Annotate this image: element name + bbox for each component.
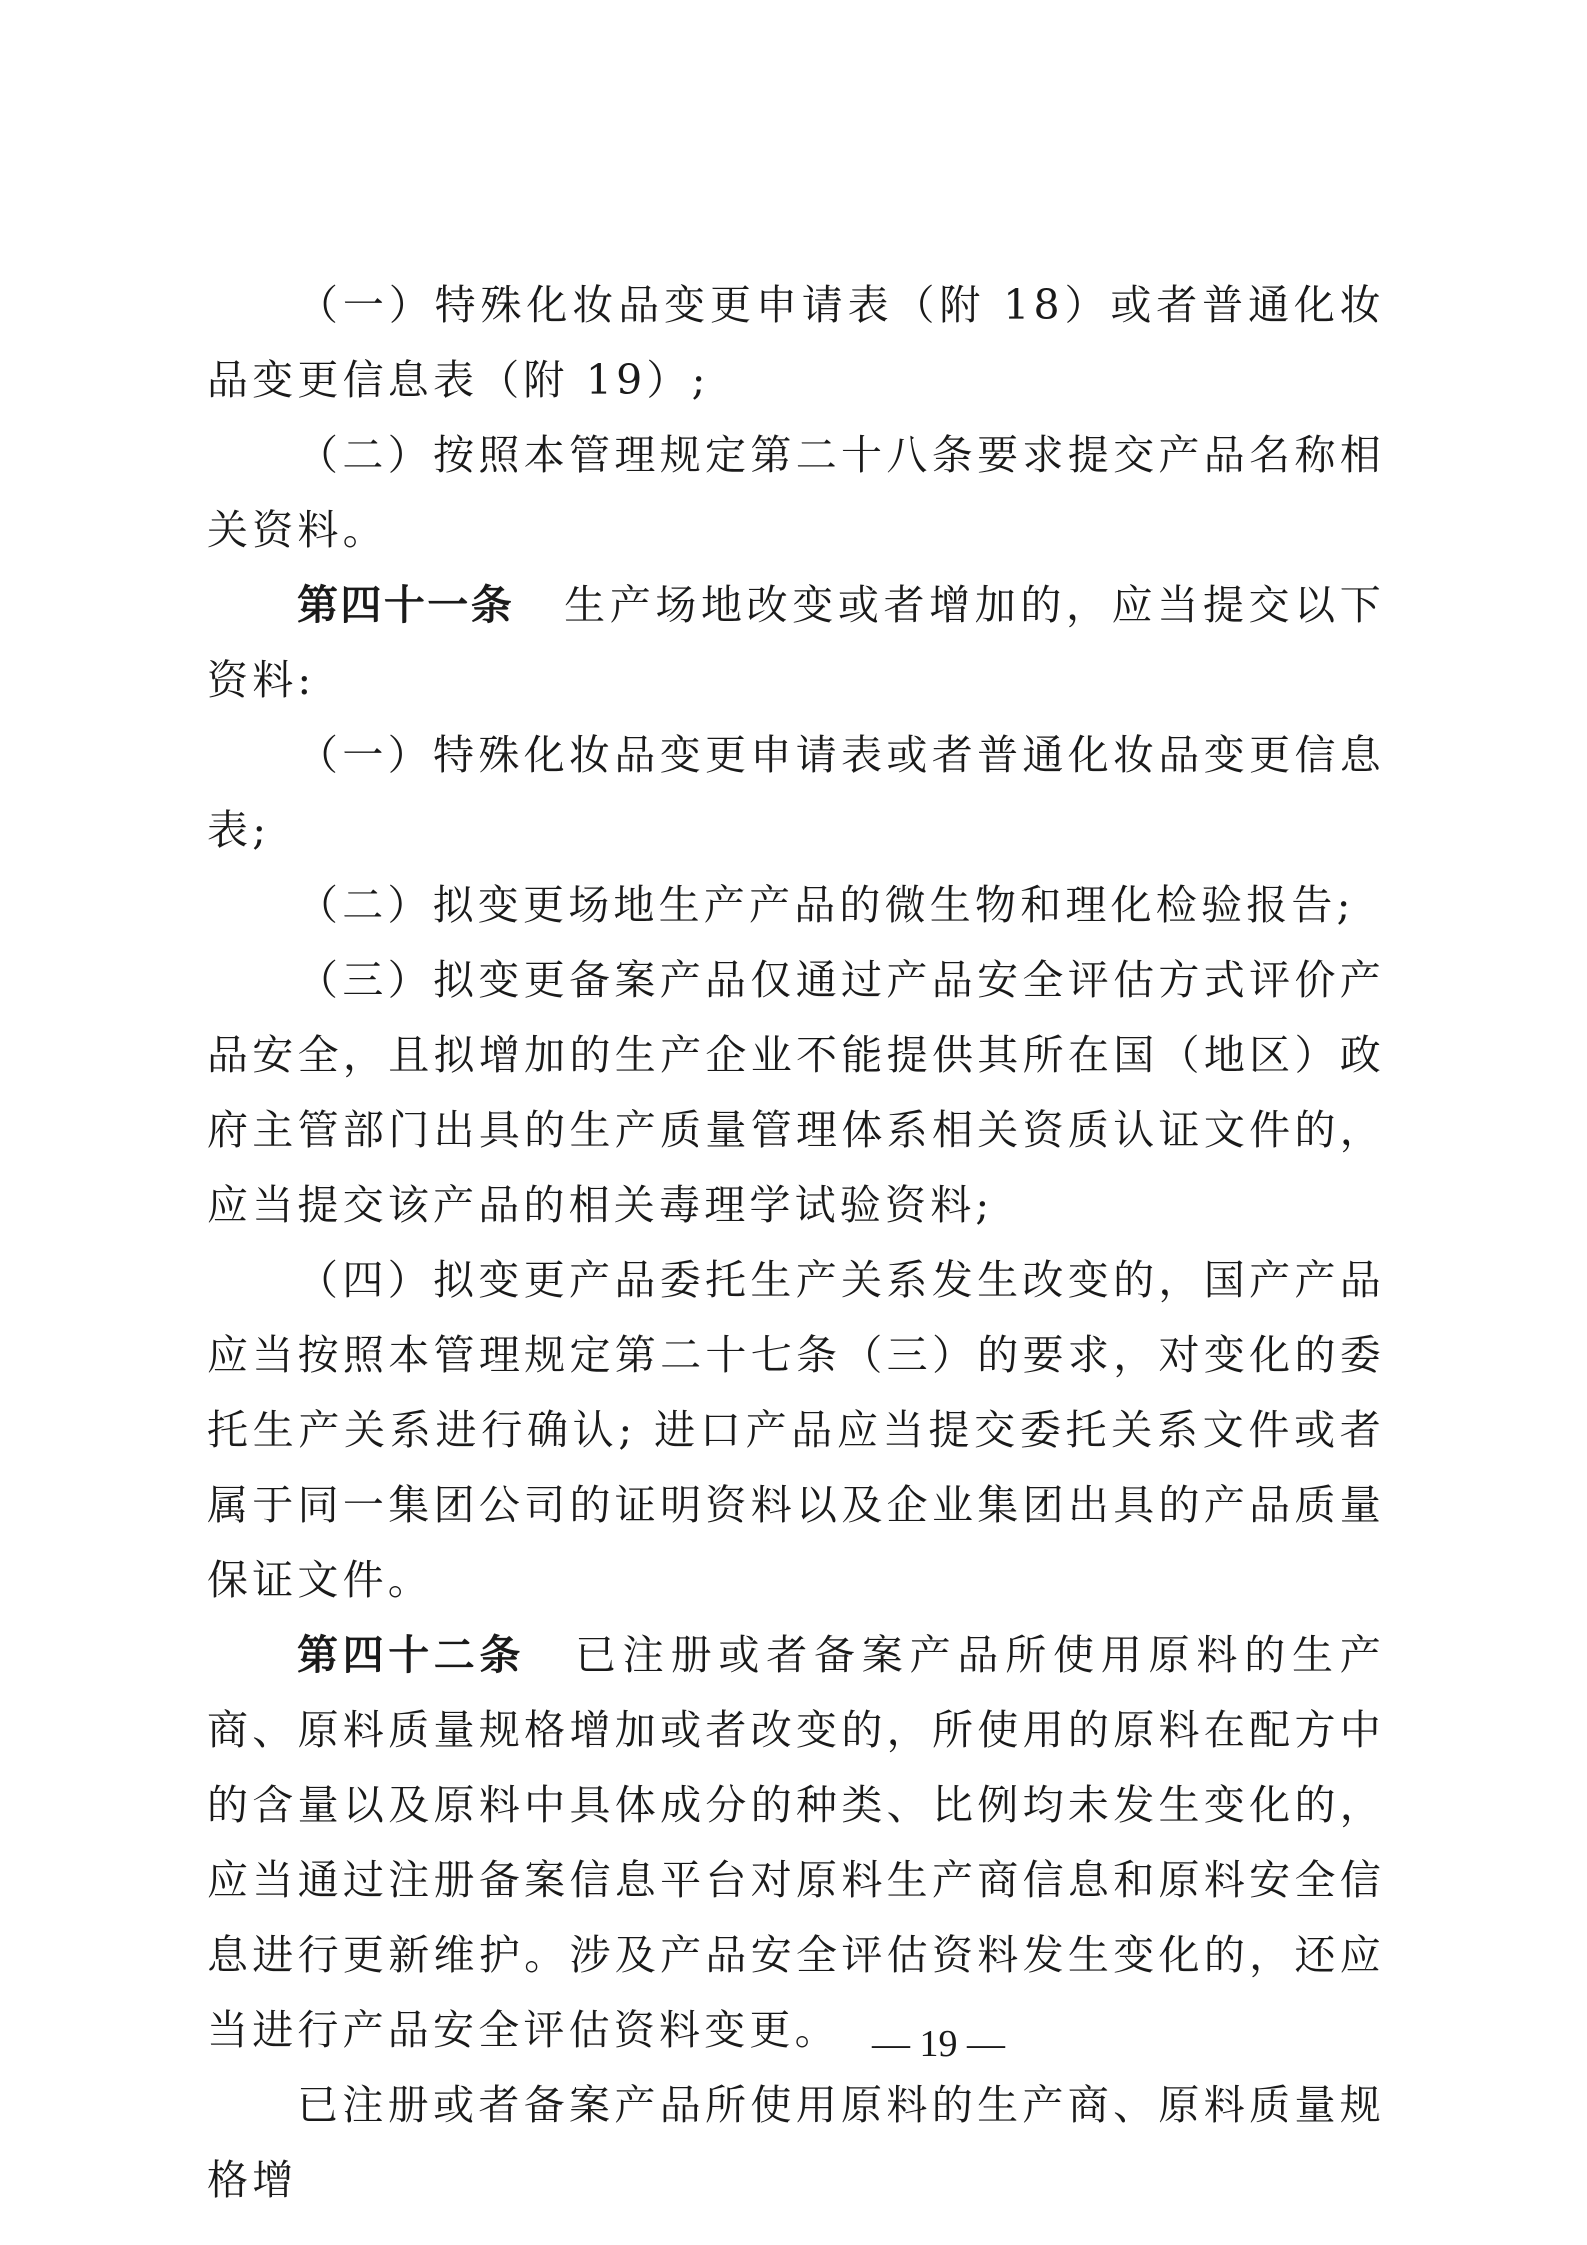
article-heading: 第四十一条 [297, 581, 515, 629]
document-body [207, 268, 1385, 2218]
page-number: — 19 — [872, 2023, 1005, 2065]
paragraph-text: 已注册或者备案产品所使用原料的生产商、原料质量规格增 [207, 2081, 1385, 2204]
article-41 [207, 568, 1385, 718]
paragraph-2 [207, 418, 1385, 568]
paragraph-text: （一）特殊化妆品变更申请表或者普通化妆品变更信息表; [207, 731, 1385, 854]
paragraph-text: （三）拟变更备案产品仅通过产品安全评估方式评价产品安全，且拟增加的生产企业不能提供其所在国（地区）政府主管部门出具的生产质量管理体系相关资质认证文件的，应当提交该产品的相关毒理学试验资料; [207, 956, 1385, 1229]
paragraph-1 [207, 268, 1385, 418]
paragraph-4 [207, 718, 1385, 868]
article-heading: 第四十二条 [297, 1631, 525, 1679]
paragraph-text: （二）拟变更场地生产产品的微生物和理化检验报告; [297, 881, 1355, 929]
paragraph-6 [207, 943, 1385, 1243]
paragraph-text: 已注册或者备案产品所使用原料的生产商、原料质量规格增加或者改变的，所使用的原料在配方中的含量以及原料中具体成分的种类、比例均未发生变化的，应当通过注册备案信息平台对原料生产商信息和原料安全信息进行更新维护。涉及产品安全评估资料发生变化的，还应当进行产品安全评估资料变更。 [207, 1631, 1385, 2054]
paragraph-text: 生产场地改变或者增加的，应当提交以下资料: [207, 581, 1385, 704]
article-42 [207, 1618, 1385, 2068]
paragraph-7 [207, 1243, 1385, 1618]
paragraph-text: （四）拟变更产品委托生产关系发生改变的，国产产品应当按照本管理规定第二十七条（三）的要求，对变化的委托生产关系进行确认; 进口产品应当提交委托关系文件或者属于同一集团公司的证明资料以及企业集团出具的产品质量保证文件。 [207, 1256, 1385, 1604]
paragraph-9 [207, 2068, 1385, 2218]
paragraph-text: （一）特殊化妆品变更申请表（附 18）或者普通化妆品变更信息表（附 19）; [207, 281, 1385, 404]
paragraph-5 [207, 868, 1385, 943]
paragraph-text: （二）按照本管理规定第二十八条要求提交产品名称相关资料。 [207, 431, 1385, 554]
